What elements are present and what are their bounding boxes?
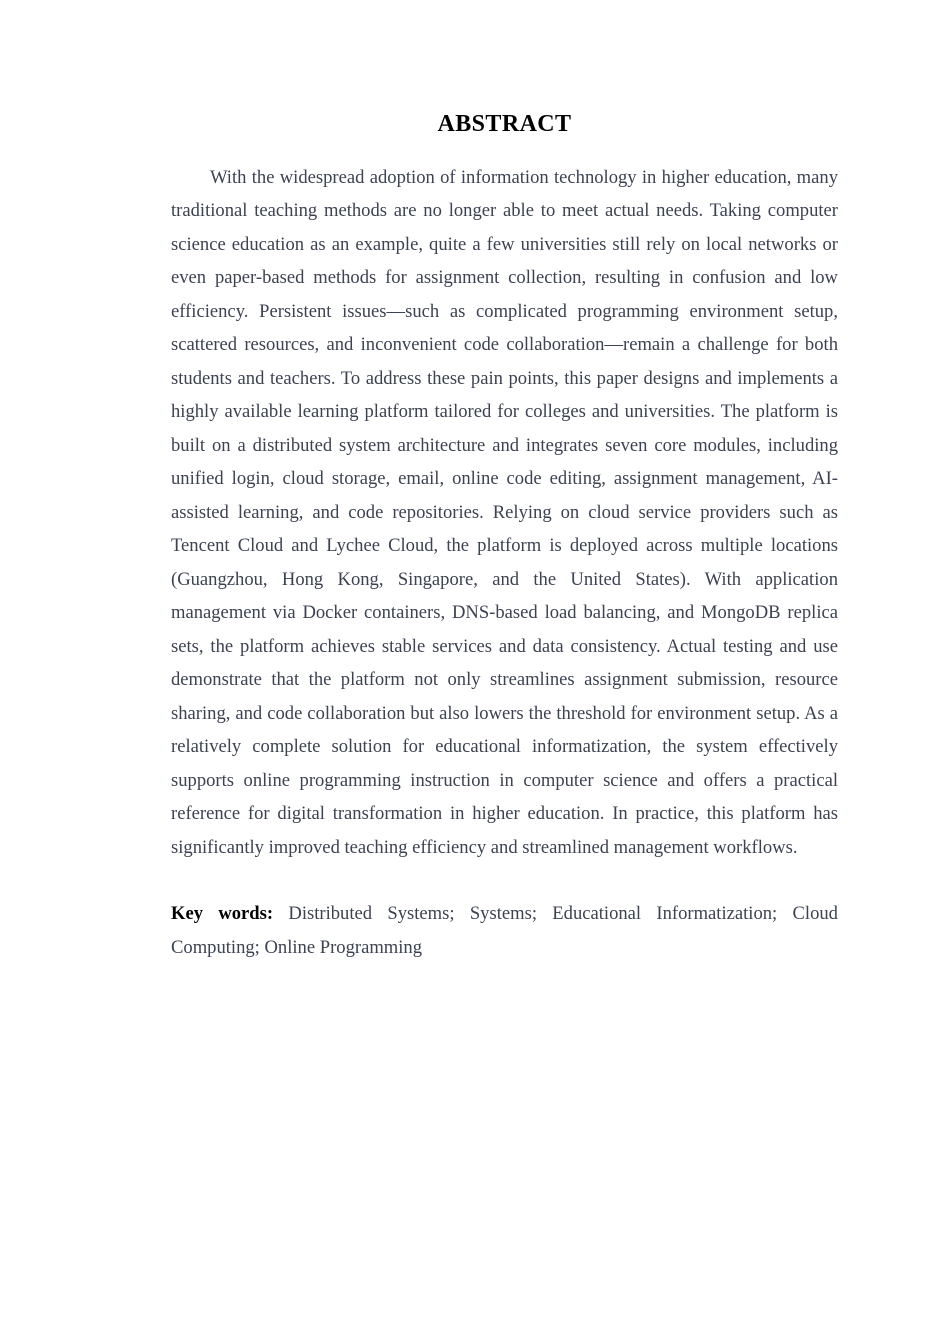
keywords-label: Key words: — [171, 903, 274, 925]
keywords-values: Distributed Systems; Systems; Educational Informatization; Cloud Computing; Online Programming — [171, 903, 838, 958]
abstract-paragraph: With the widespread adoption of information technology in higher education, many traditional teaching methods are no longer able to meet actual needs. Taking computer science education as an example, quite a few universities still rely on local networks or even paper-based methods for assignment collection, resulting in confusion and low efficiency. Persistent issues—such as complicated programming environment setup, scattered resources, and inconvenient code collaboration—remain a challenge for both students and teachers. To address these pain points, this paper designs and implements a highly available learning platform tailored for colleges and universities. The platform is built on a distributed system architecture and integrates seven core modules, including unified login, cloud storage, email, online code editing, assignment management, AI-assisted learning, and code repositories. Relying on cloud service providers such as Tencent Cloud and Lychee Cloud, the platform is deployed across multiple locations (Guangzhou, Hong Kong, Singapore, and the United States). With application management via Docker containers, DNS-based load balancing, and MongoDB replica sets, the platform achieves stable services and data consistency. Actual testing and use demonstrate that the platform not only streamlines assignment submission, resource sharing, and code collaboration but also lowers the threshold for environment setup. As a relatively complete solution for educational informatization, the system effectively supports online programming instruction in computer science and offers a practical reference for digital transformation in higher education. In practice, this platform has significantly improved teaching efficiency and streamlined management workflows. — [171, 166, 838, 858]
keywords-line — [171, 897, 838, 964]
page-title: ABSTRACT — [437, 111, 572, 137]
abstract-content-column — [171, 110, 838, 983]
